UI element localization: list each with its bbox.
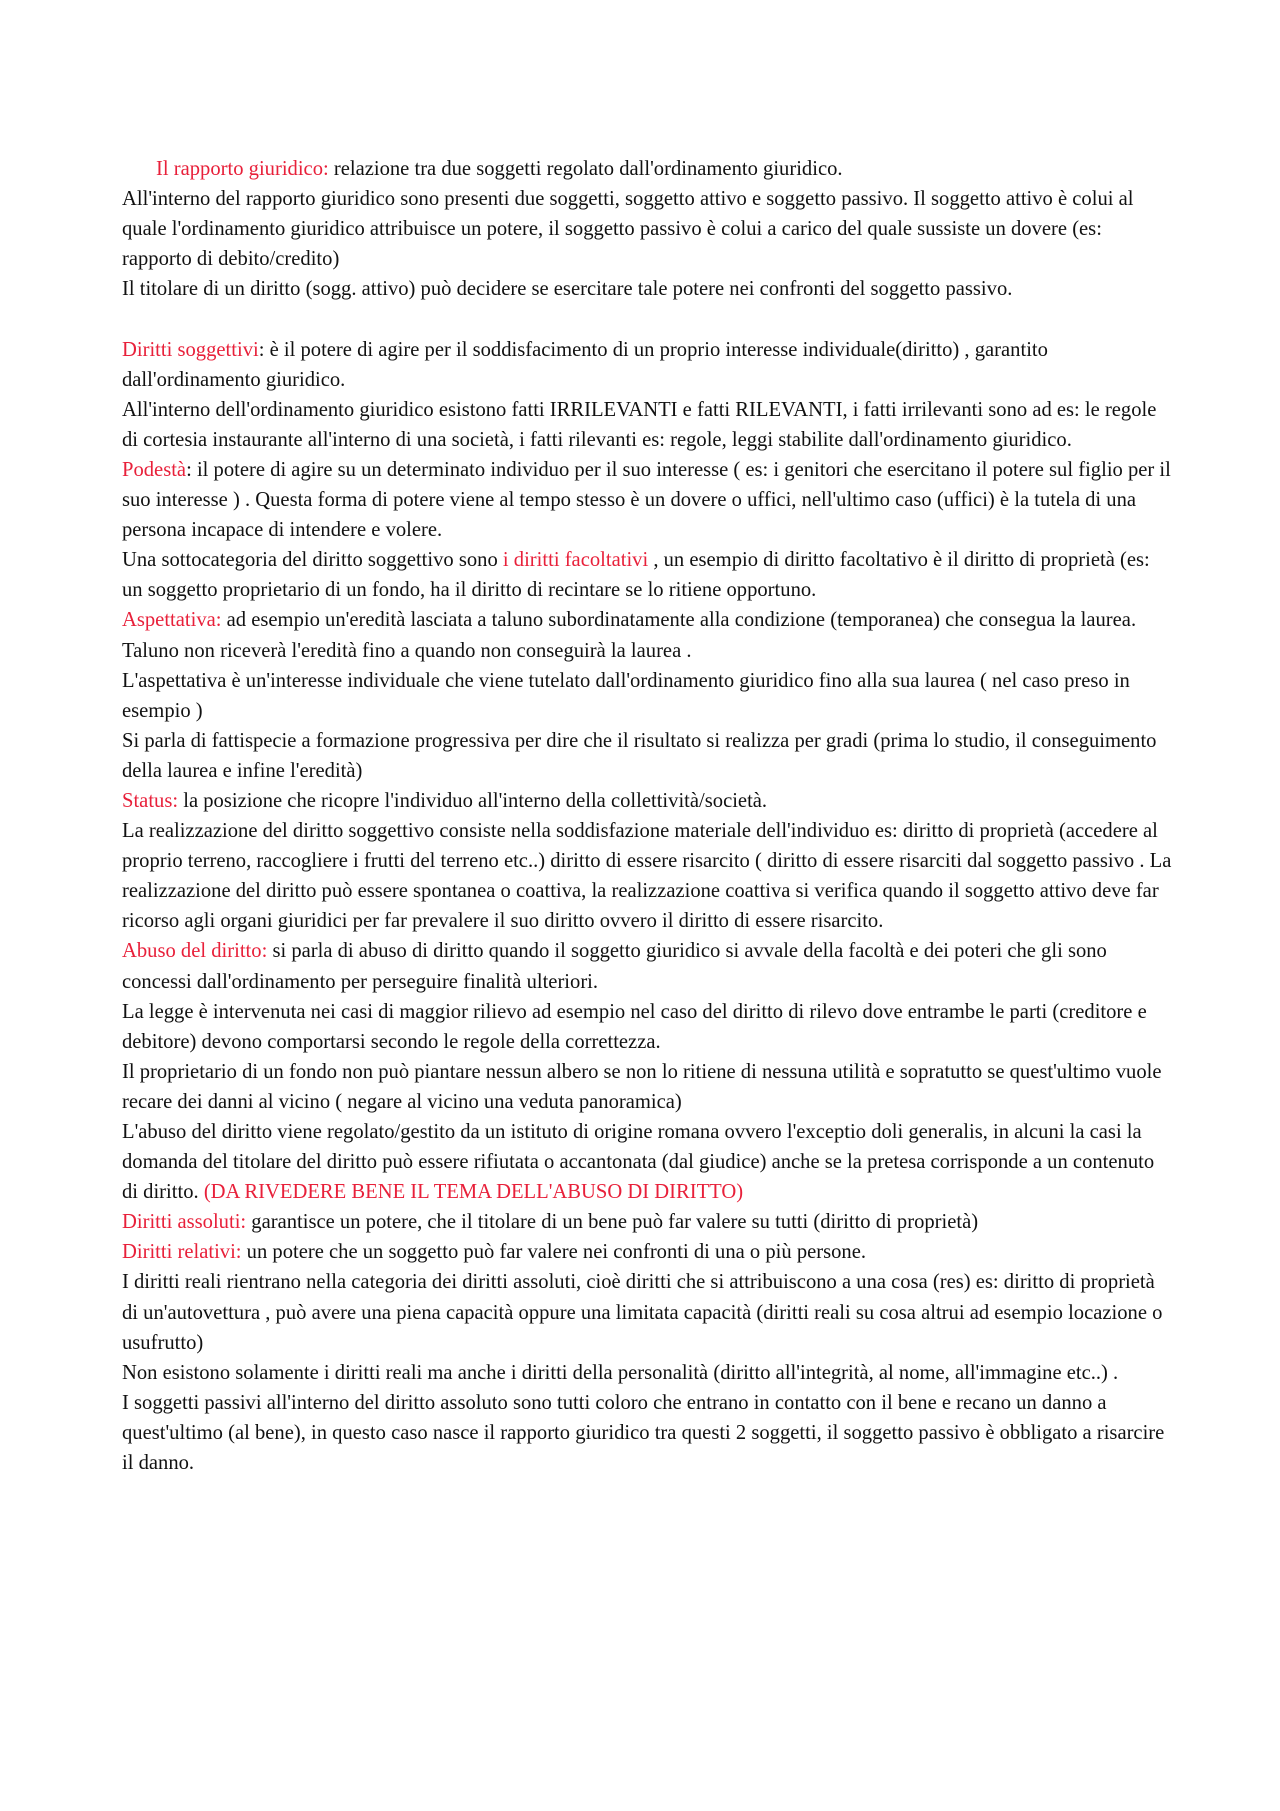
paragraph-text: si parla di abuso di diritto quando il soggetto giuridico si avvale della facoltà e dei poteri che gli sono concessi dall'ordinamento per perseguire finalità ulteriori. <box>122 940 1107 993</box>
term-podesta: Podestà <box>122 458 187 481</box>
paragraph-text: garantisce un potere, che il titolare di un bene può far valere su tutti (diritto di proprietà) <box>246 1211 979 1234</box>
paragraph-status <box>122 786 1172 816</box>
paragraph-text: relazione tra due soggetti regolato dall'ordinamento giuridico. <box>328 158 843 180</box>
document-body <box>122 154 1172 1478</box>
paragraph-text: L'aspettativa è un'interesse individuale che viene tutelato dall'ordinamento giuridico fino alla sua laurea ( nel caso preso in esempio ) <box>122 669 1130 722</box>
term-rapporto-giuridico: Il rapporto giuridico: <box>156 158 329 180</box>
paragraph-exceptio-doli <box>122 1117 1172 1207</box>
term-abuso-del-diritto: Abuso del diritto: <box>122 940 268 963</box>
term-diritti-assoluti: Diritti assoluti: <box>122 1211 247 1234</box>
term-status: Status: <box>122 789 179 812</box>
paragraph-diritti-reali <box>122 1267 1172 1357</box>
paragraph-realizzazione <box>122 816 1172 936</box>
paragraph-text: I diritti reali rientrano nella categoria dei diritti assoluti, cioè diritti che si attribuiscono a una cosa (res) es: diritto di proprietà di un'autovettura , può avere una piena capacità oppure una limitata capacità (diritti reali su cosa altrui ad esempio locazione o usufrutto) <box>122 1271 1163 1354</box>
paragraph-text: Il proprietario di un fondo non può piantare nessun albero se non lo ritiene di nessuna utilità e sopratutto se quest'ultimo vuole recare dei danni al vicino ( negare al vicino una veduta panoramica) <box>122 1060 1162 1113</box>
paragraph-aspettativa <box>122 605 1172 665</box>
paragraph-text: I soggetti passivi all'interno del diritto assoluto sono tutti coloro che entrano in contatto con il bene e recano un danno a quest'ultimo (al bene), in questo caso nasce il rapporto giuridico tra questi 2 soggetti, il soggetto passivo è obbligato a risarcire il danno. <box>122 1391 1165 1475</box>
paragraph-rapporto-giuridico <box>122 154 1172 184</box>
paragraph-diritti-relativi <box>122 1237 1172 1267</box>
paragraph-fattispecie <box>122 726 1172 786</box>
paragraph-text: All'interno dell'ordinamento giuridico esistono fatti IRRILEVANTI e fatti RILEVANTI, i fatti irrilevanti sono ad es: le regole di cortesia instaurante all'interno di una società, i fatti rilevanti es: regole, leggi stabilite dall'ordinamento giuridico. <box>122 398 1157 451</box>
paragraph-soggetti-passivi <box>122 1388 1172 1478</box>
paragraph-aspettativa-tutela <box>122 666 1172 726</box>
paragraph-text: La realizzazione del diritto soggettivo consiste nella soddisfazione materiale dell'individuo es: diritto di proprietà (accedere al proprio terreno, raccogliere i frutti del terreno etc..) diritto di essere risarcito ( diritto di essere risarciti dal soggetto passivo . La realizzazione del diritto può essere spontanea o coattiva, la realizzazione coattiva si verifica quando il soggetto attivo deve far ricorso agli organi giuridici per far prevalere il suo diritto ovvero il diritto di essere risarcito. <box>122 820 1172 933</box>
paragraph-personalita <box>122 1358 1172 1388</box>
term-diritti-soggettivi: Diritti soggettivi <box>122 338 259 361</box>
term-diritti-facoltativi: i diritti facoltativi <box>502 549 649 572</box>
paragraph-text: Una sottocategoria del diritto soggettivo sono <box>122 549 503 572</box>
paragraph-soggetti <box>122 184 1172 274</box>
paragraph-podesta <box>122 455 1172 545</box>
paragraph-legge <box>122 997 1172 1057</box>
paragraph-text: Il titolare di un diritto (sogg. attivo) può decidere se esercitare tale potere nei confronti del soggetto passivo. <box>122 278 1013 301</box>
paragraph-diritti-facoltativi <box>122 545 1172 605</box>
paragraph-text: la posizione che ricopre l'individuo all'interno della collettività/società. <box>178 789 768 812</box>
paragraph-text: L'abuso del diritto viene regolato/gestito da un istituto di origine romana ovvero l'exceptio doli generalis, in alcuni la casi la domanda del titolare del diritto può essere rifiutata o accantonata (dal giudice) anche se la pretesa corrisponde a un contenuto di diritto. <box>122 1121 1155 1204</box>
paragraph-text: : è il potere di agire per il soddisfacimento di un proprio interesse individuale(diritto) , garantito dall'ordinamento giuridico. <box>122 338 1048 391</box>
paragraph-text: un potere che un soggetto può far valere nei confronti di una o più persone. <box>241 1241 867 1264</box>
paragraph-titolare <box>122 274 1172 304</box>
paragraph-diritti-soggettivi <box>122 335 1172 395</box>
paragraph-text: La legge è intervenuta nei casi di maggior rilievo ad esempio nel caso del diritto di rilevo dove entrambe le parti (creditore e debitore) devono comportarsi secondo le regole della correttezza. <box>122 1000 1147 1053</box>
paragraph-fatti <box>122 395 1172 455</box>
paragraph-text: Non esistono solamente i diritti reali ma anche i diritti della personalità (diritto all'integrità, al nome, all'immagine etc..) . <box>122 1361 1119 1384</box>
paragraph-abuso-del-diritto <box>122 936 1172 996</box>
paragraph-text: , un esempio di diritto facoltativo è il diritto di proprietà (es: un soggetto proprietario di un fondo, ha il diritto di recintare se lo ritiene opportuno. <box>122 549 1150 602</box>
blank-line <box>122 304 1172 334</box>
term-da-rivedere: (DA RIVEDERE BENE IL TEMA DELL'ABUSO DI DIRITTO) <box>203 1181 744 1204</box>
term-aspettativa: Aspettativa: <box>122 609 222 632</box>
paragraph-text: : il potere di agire su un determinato individuo per il suo interesse ( es: i genitori che esercitano il potere sul figlio per il suo interesse ) . Questa forma di potere viene al tempo stesso è un dovere o uffici, nell'ultimo caso (uffici) è la tutela di una persona incapace di intendere e volere. <box>122 458 1171 542</box>
paragraph-text: All'interno del rapporto giuridico sono presenti due soggetti, soggetto attivo e soggetto passivo. Il soggetto attivo è colui al quale l'ordinamento giuridico attribuisce un potere, il soggetto passivo è colui a carico del quale sussiste un dovere (es: rapporto di debito/credito) <box>122 188 1134 271</box>
paragraph-text: ad esempio un'eredità lasciata a taluno subordinatamente alla condizione (temporanea) che consegua la laurea. Taluno non riceverà l'eredità fino a quando non conseguirà la laurea . <box>122 609 1137 662</box>
paragraph-text: Si parla di fattispecie a formazione progressiva per dire che il risultato si realizza per gradi (prima lo studio, il conseguimento della laurea e infine l'eredità) <box>122 729 1157 782</box>
paragraph-proprietario <box>122 1057 1172 1117</box>
paragraph-diritti-assoluti <box>122 1207 1172 1237</box>
term-diritti-relativi: Diritti relativi: <box>122 1241 242 1264</box>
